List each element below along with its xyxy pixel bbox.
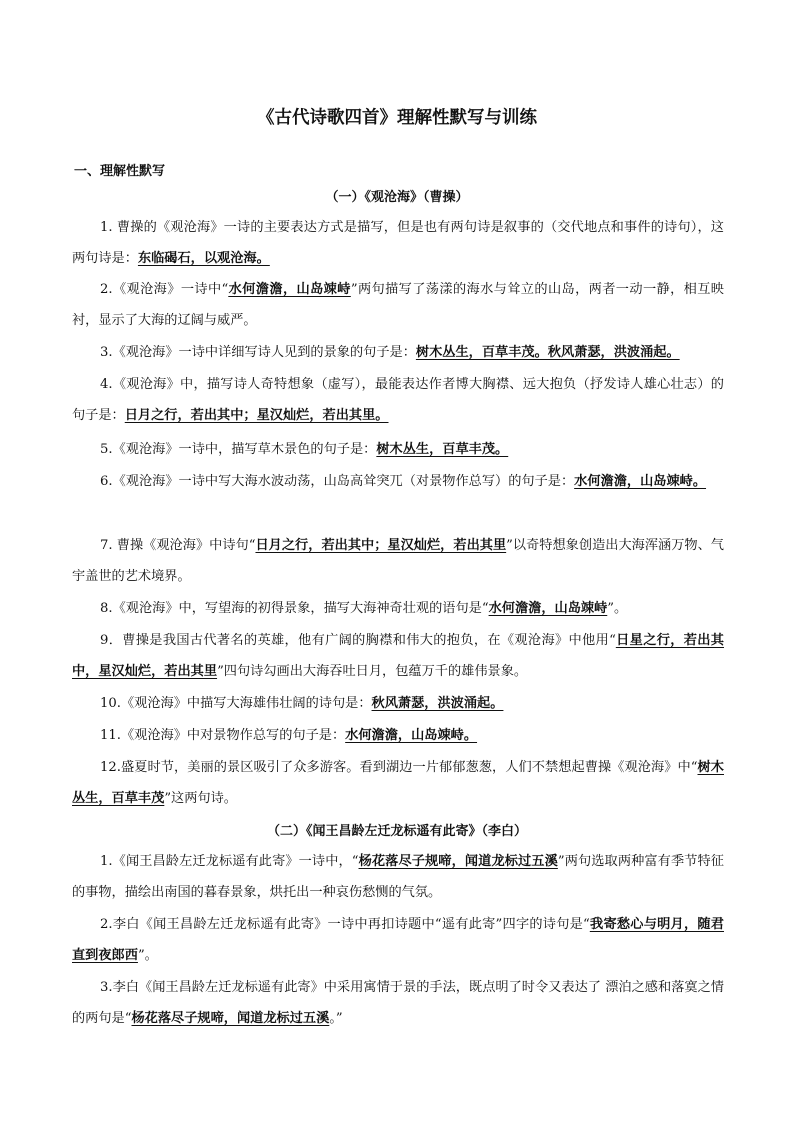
- answer-text: 东临碣石，以观沧海。: [137, 251, 270, 266]
- question-text: 2.《观沧海》一诗中“: [100, 282, 229, 297]
- question-text: ”这两句诗。: [164, 791, 237, 806]
- answer-text: 水何澹澹，山岛竦峙: [228, 282, 351, 297]
- answer-text: 杨花落尽子规啼，闻道龙标过五溪: [131, 1011, 330, 1026]
- question-text: 9．曹操是我国古代著名的英雄，他有广阔的胸襟和伟大的抱负，在《观沧海》中他用“: [100, 633, 616, 648]
- question-item: [72, 593, 724, 624]
- question-text: 12.盛夏时节，美丽的景区吸引了众多游客。看到湖边一片郁郁葱葱，人们不禁想起曹操《观沧海》中“: [100, 760, 698, 775]
- answer-text: 秋风萧瑟，洪波涌起。: [371, 696, 504, 711]
- question-item: [72, 530, 724, 592]
- answer-text: 树木丛生，百草丰茂。: [376, 442, 509, 457]
- question-item: [72, 688, 724, 719]
- answer-text: 水何澹澹，山岛竦峙。: [574, 474, 707, 489]
- question-item: [72, 720, 724, 751]
- answer-text: 树木丛生，百草丰茂。秋风萧瑟，洪波涌起。: [415, 345, 680, 360]
- question-item: [72, 369, 724, 431]
- answer-text: 树木丛生，百草丰茂: [72, 760, 724, 806]
- question-item: [72, 466, 724, 497]
- answer-text: 水何澹澹，山岛竦峙。: [345, 728, 478, 743]
- question-item: [72, 846, 724, 908]
- question-item: [72, 752, 724, 814]
- question-item: [72, 337, 724, 368]
- answer-text: 日月之行，若出其中；星汉灿烂，若出其里。: [124, 408, 389, 423]
- page-title: 《古代诗歌四首》理解性默写与训练: [257, 108, 537, 128]
- question-text: 。”: [329, 1011, 343, 1026]
- answer-text: 日月之行，若出其中；星汉灿烂，若出其里: [255, 538, 507, 553]
- question-text: 1. 曹操的《观沧海》一诗的主要表达方式是描写，但是也有两句诗是叙事的（交代地点和事件的诗句），这两句诗是：: [72, 220, 724, 266]
- question-text: 5.《观沧海》一诗中，描写草木景色的句子是：: [100, 442, 377, 457]
- question-text: ”。: [137, 948, 158, 963]
- question-text: 1.《闻王昌龄左迁龙标遥有此寄》一诗中，“: [100, 854, 359, 869]
- answer-text: 我寄愁心与明月，随君直到夜郎西: [72, 917, 724, 963]
- question-text: 8.《观沧海》中，写望海的初得景象，描写大海神奇壮观的语句是“: [100, 601, 489, 616]
- subsection-heading-2: （二）《闻王昌龄左迁龙标遥有此寄》（李白）: [266, 824, 527, 839]
- question-text: ”四句诗勾画出大海吞吐日月，包蕴万千的雄伟景象。: [217, 664, 528, 679]
- question-text: 11.《观沧海》中对景物作总写的句子是：: [100, 728, 346, 743]
- subsection-heading-1: （一）《观沧海》（曹操）: [325, 190, 469, 205]
- question-text: ”两句选取两种富有季节特征的事物，描绘出南国的暮春景象，烘托出一种哀伤愁恻的气氛。: [72, 854, 724, 900]
- answer-text: 水何澹澹，山岛竦峙: [488, 601, 608, 616]
- question-text: 3.《观沧海》一诗中详细写诗人见到的景象的句子是：: [100, 345, 416, 360]
- question-text: 2.李白《闻王昌龄左迁龙标遥有此寄》一诗中再扣诗题中“遥有此寄”四字的诗句是“: [100, 917, 590, 932]
- answer-text: 日星之行，若出其中，星汉灿烂，若出其里: [72, 633, 724, 679]
- answer-text: 杨花落尽子规啼，闻道龙标过五溪: [358, 854, 558, 869]
- section-heading: 一、理解性默写: [74, 164, 166, 179]
- question-item: [72, 274, 724, 336]
- question-text: ”以奇特想象创造出大海浑涵万物、气宇盖世的艺术境界。: [72, 538, 724, 584]
- question-item: [72, 909, 724, 971]
- question-text: ”。: [607, 601, 628, 616]
- question-text: 7. 曹操《观沧海》中诗句“: [100, 538, 256, 553]
- question-item: [72, 972, 724, 1034]
- question-item: [72, 212, 724, 274]
- question-item: [72, 625, 724, 687]
- question-text: 10.《观沧海》中描写大海雄伟壮阔的诗句是：: [100, 696, 372, 711]
- question-text: 4.《观沧海》中，描写诗人奇特想象（虚写），最能表达作者博大胸襟、远大抱负（抒发诗人雄心壮志）的句子是：: [72, 377, 724, 423]
- question-text: 6.《观沧海》一诗中写大海水波动荡，山岛高耸突兀（对景物作总写）的句子是：: [100, 474, 575, 489]
- question-text: ”两句描写了荡漾的海水与耸立的山岛，两者一动一静，相互映衬，显示了大海的辽阔与威严。: [72, 282, 724, 328]
- question-text: 3.李白《闻王昌龄左迁龙标遥有此寄》中采用寓情于景的手法，既点明了时令又表达了 漂泊之感和落寞之情的两句是“: [72, 980, 724, 1026]
- question-item: [72, 434, 724, 465]
